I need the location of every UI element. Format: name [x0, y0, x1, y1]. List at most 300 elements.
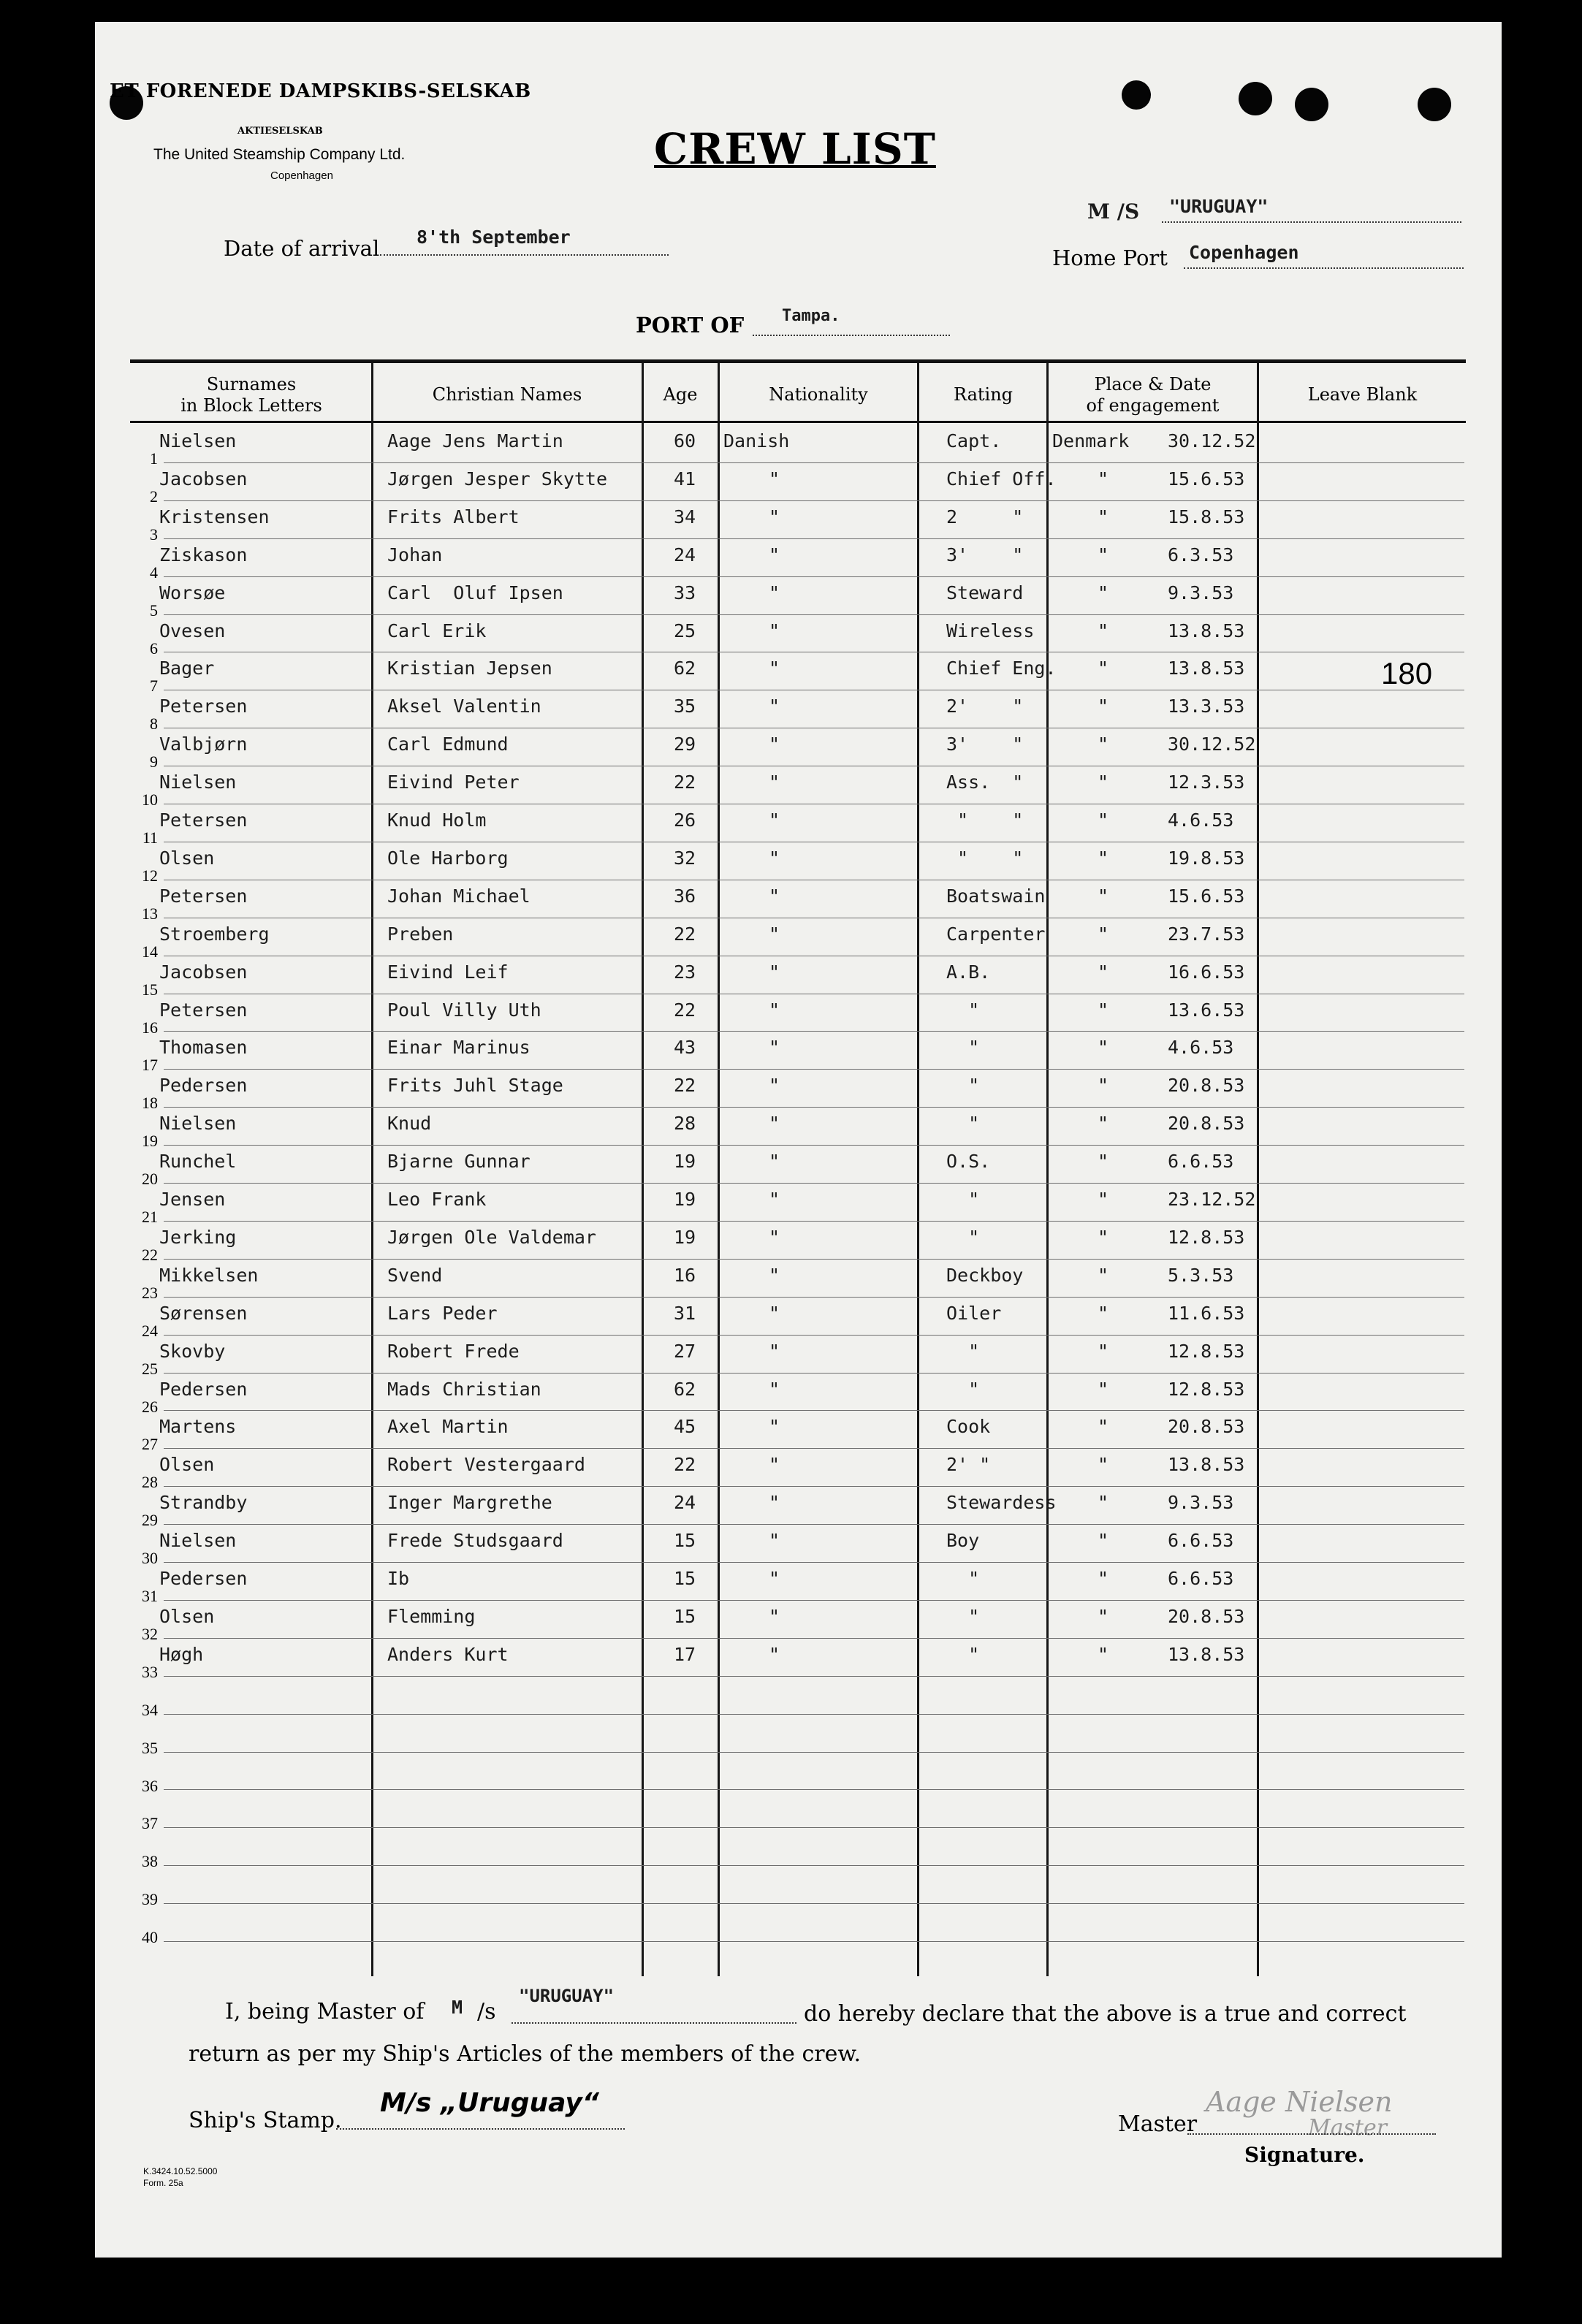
cell-christian: Johan — [387, 544, 443, 565]
cell-surname: Jensen — [159, 1189, 226, 1210]
row-number: 23 — [142, 1283, 158, 1302]
row-number: 28 — [142, 1473, 158, 1492]
cell-christian: Aksel Valentin — [387, 696, 541, 717]
cell-place: " — [1098, 658, 1109, 679]
cell-rating: 3' " — [946, 734, 1024, 755]
cell-surname: Nielsen — [159, 1113, 237, 1135]
cell-nat: " — [769, 506, 780, 527]
company-name: ET FORENEDE DAMPSKIBS-SELSKAB — [110, 80, 531, 102]
column-divider — [642, 363, 644, 1976]
port-of-label: PORT OF — [636, 313, 745, 338]
cell-rating: 2 " — [946, 506, 1024, 527]
cell-date: 30.12.52 — [1168, 734, 1256, 755]
cell-date: 19.8.53 — [1168, 847, 1245, 869]
cell-date: 20.8.53 — [1168, 1416, 1245, 1438]
cell-place: " — [1098, 1189, 1109, 1210]
cell-rating: " — [946, 1378, 980, 1400]
punch-hole — [1295, 88, 1328, 121]
cell-nat: " — [769, 734, 780, 755]
cell-nat: " — [769, 847, 780, 869]
cell-surname: Høgh — [159, 1643, 204, 1665]
cell-place: " — [1098, 1416, 1109, 1438]
cell-christian: Ib — [387, 1568, 410, 1589]
cell-christian: Robert Frede — [387, 1340, 520, 1362]
row-rule — [164, 1107, 1464, 1108]
cell-nat: " — [769, 1113, 780, 1135]
cell-date: 23.12.52 — [1168, 1189, 1256, 1210]
cell-christian: Einar Marinus — [387, 1037, 530, 1059]
cell-surname: Jerking — [159, 1226, 237, 1248]
cell-date: 15.8.53 — [1168, 506, 1245, 527]
header-leave: Leave Blank — [1307, 384, 1418, 405]
cell-nat: " — [769, 1302, 780, 1324]
cell-rating: " — [946, 1568, 980, 1589]
declaration-text: do hereby declare that the above is a true and correct — [804, 2001, 1407, 2027]
cell-rating: " — [946, 1075, 980, 1097]
cell-rating: Chief Eng. — [946, 658, 1057, 679]
cell-date: 13.8.53 — [1168, 658, 1245, 679]
cell-rating: " — [946, 1189, 980, 1210]
row-number: 1 — [150, 449, 158, 468]
cell-age: 35 — [674, 696, 696, 717]
cell-christian: Lars Peder — [387, 1302, 498, 1324]
declaration-start: I, being Master of — [225, 1999, 425, 2024]
cell-place: " — [1098, 1605, 1109, 1627]
cell-rating: " — [946, 999, 980, 1021]
ship-stamp: M/s „Uruguay“ — [380, 2088, 599, 2118]
row-rule — [164, 1297, 1464, 1298]
row-number: 29 — [142, 1511, 158, 1530]
cell-rating: A.B. — [946, 961, 991, 983]
cell-surname: Petersen — [159, 999, 248, 1021]
cell-age: 17 — [674, 1643, 696, 1665]
row-number: 40 — [142, 1928, 158, 1947]
row-number: 22 — [142, 1245, 158, 1264]
row-number: 14 — [142, 942, 158, 961]
row-rule — [164, 1941, 1464, 1942]
row-rule — [164, 576, 1464, 577]
header-place: Place & Date of engagement — [1086, 374, 1220, 416]
cell-age: 28 — [674, 1113, 696, 1135]
column-divider — [371, 363, 373, 1976]
cell-surname: Nielsen — [159, 1530, 237, 1552]
cell-christian: Eivind Leif — [387, 961, 509, 983]
cell-rating: Oiler — [946, 1302, 1002, 1324]
page-title: CREW LIST — [654, 124, 936, 174]
port-of: Tampa. — [782, 307, 840, 325]
row-rule — [164, 538, 1464, 539]
row-rule — [164, 1183, 1464, 1184]
cell-christian: Axel Martin — [387, 1416, 509, 1438]
cell-christian: Frits Albert — [387, 506, 520, 527]
cell-place: " — [1098, 772, 1109, 793]
cell-surname: Ovesen — [159, 620, 226, 641]
cell-date: 11.6.53 — [1168, 1302, 1245, 1324]
cell-surname: Nielsen — [159, 430, 237, 452]
cell-date: 9.3.53 — [1168, 1492, 1234, 1514]
cell-rating: 2' " — [946, 696, 1024, 717]
cell-place: " — [1098, 847, 1109, 869]
row-rule — [164, 1752, 1464, 1753]
cell-surname: Petersen — [159, 696, 248, 717]
cell-christian: Carl Edmund — [387, 734, 509, 755]
cell-rating: " — [946, 1605, 980, 1627]
row-number: 3 — [150, 525, 158, 544]
cell-nat: " — [769, 1189, 780, 1210]
cell-date: 4.6.53 — [1168, 1037, 1234, 1059]
cell-rating: " " — [946, 809, 1024, 831]
cell-surname: Thomasen — [159, 1037, 248, 1059]
cell-place: " — [1098, 1075, 1109, 1097]
cell-surname: Jacobsen — [159, 468, 248, 489]
cell-surname: Skovby — [159, 1340, 226, 1362]
cell-date: 12.8.53 — [1168, 1378, 1245, 1400]
cell-christian: Inger Margrethe — [387, 1492, 552, 1514]
cell-place: " — [1098, 1378, 1109, 1400]
row-number: 15 — [142, 980, 158, 999]
cell-christian: Frede Studsgaard — [387, 1530, 563, 1552]
cell-christian: Knud Holm — [387, 809, 487, 831]
punch-hole — [1122, 80, 1151, 110]
company-english-name: The United Steamship Company Ltd. — [153, 146, 406, 163]
cell-date: 13.8.53 — [1168, 620, 1245, 641]
cell-surname: Olsen — [159, 1454, 215, 1476]
cell-rating: " — [946, 1226, 980, 1248]
cell-nat: " — [769, 1416, 780, 1438]
header-nationality: Nationality — [769, 384, 868, 405]
cell-nat: " — [769, 1454, 780, 1476]
cell-surname: Pedersen — [159, 1075, 248, 1097]
cell-age: 22 — [674, 1454, 696, 1476]
cell-christian: Kristian Jepsen — [387, 658, 552, 679]
row-number: 5 — [150, 601, 158, 620]
cell-date: 13.3.53 — [1168, 696, 1245, 717]
row-rule — [164, 614, 1464, 615]
home-port: Copenhagen — [1189, 242, 1299, 263]
cell-surname: Martens — [159, 1416, 237, 1438]
row-number: 26 — [142, 1397, 158, 1416]
cell-christian: Jørgen Jesper Skytte — [387, 468, 608, 489]
cell-date: 6.6.53 — [1168, 1530, 1234, 1552]
ship-stamp-line — [336, 2128, 625, 2130]
cell-date: 12.8.53 — [1168, 1226, 1245, 1248]
cell-age: 27 — [674, 1340, 696, 1362]
cell-age: 22 — [674, 999, 696, 1021]
cell-surname: Pedersen — [159, 1568, 248, 1589]
cell-place: " — [1098, 1226, 1109, 1248]
cell-rating: Boatswain — [946, 885, 1046, 907]
cell-age: 15 — [674, 1605, 696, 1627]
row-number: 10 — [142, 790, 158, 809]
cell-age: 22 — [674, 772, 696, 793]
cell-surname: Ziskason — [159, 544, 248, 565]
cell-age: 22 — [674, 923, 696, 945]
cell-christian: Ole Harborg — [387, 847, 509, 869]
table-header-rule — [130, 421, 1466, 423]
cell-age: 19 — [674, 1189, 696, 1210]
row-number: 16 — [142, 1018, 158, 1037]
ship-stamp-label: Ship's Stamp. — [189, 2108, 342, 2133]
row-number: 6 — [150, 639, 158, 658]
row-number: 39 — [142, 1890, 158, 1909]
cell-place: " — [1098, 1037, 1109, 1059]
cell-place: " — [1098, 468, 1109, 489]
cell-rating: Ass. " — [946, 772, 1024, 793]
cell-date: 6.6.53 — [1168, 1568, 1234, 1589]
cell-rating: 3' " — [946, 544, 1024, 565]
row-number: 31 — [142, 1587, 158, 1605]
ship-name: "URUGUAY" — [1169, 196, 1269, 217]
date-of-arrival: 8'th September — [417, 226, 571, 248]
cell-date: 16.6.53 — [1168, 961, 1245, 983]
master-signature: Aage Nielsen — [1206, 2086, 1393, 2118]
cell-christian: Flemming — [387, 1605, 476, 1627]
row-rule — [164, 1486, 1464, 1487]
cell-christian: Poul Villy Uth — [387, 999, 541, 1021]
cell-place: " — [1098, 620, 1109, 641]
cell-nat: " — [769, 1151, 780, 1173]
row-rule — [164, 1524, 1464, 1525]
row-number: 7 — [150, 677, 158, 696]
cell-age: 45 — [674, 1416, 696, 1438]
row-number: 12 — [142, 866, 158, 885]
cell-age: 15 — [674, 1568, 696, 1589]
home-port-line — [1184, 267, 1464, 269]
cell-nat: " — [769, 696, 780, 717]
cell-date: 20.8.53 — [1168, 1605, 1245, 1627]
cell-rating: 2' " — [946, 1454, 991, 1476]
column-divider — [718, 363, 720, 1976]
declaration-ship-m: M — [452, 1997, 463, 2018]
cell-date: 6.3.53 — [1168, 544, 1234, 565]
row-rule — [164, 500, 1464, 501]
cell-nat: " — [769, 1643, 780, 1665]
cell-age: 33 — [674, 582, 696, 603]
row-rule — [164, 1069, 1464, 1070]
header-surnames: Surnames in Block Letters — [180, 374, 322, 416]
cell-age: 31 — [674, 1302, 696, 1324]
crew-list-form — [95, 22, 1502, 2258]
header-rating: Rating — [953, 384, 1014, 405]
header-christian: Christian Names — [432, 384, 582, 405]
cell-christian: Johan Michael — [387, 885, 530, 907]
row-rule — [164, 1714, 1464, 1715]
row-number: 13 — [142, 904, 158, 923]
cell-nat: " — [769, 1075, 780, 1097]
cell-nat: " — [769, 1037, 780, 1059]
row-number: 35 — [142, 1738, 158, 1757]
cell-place: " — [1098, 961, 1109, 983]
cell-place: " — [1098, 506, 1109, 527]
row-number: 24 — [142, 1321, 158, 1340]
cell-place: " — [1098, 1454, 1109, 1476]
cell-nat: " — [769, 885, 780, 907]
row-rule — [164, 1410, 1464, 1411]
cell-age: 19 — [674, 1226, 696, 1248]
cell-rating: Deckboy — [946, 1264, 1024, 1286]
cell-rating: Capt. — [946, 430, 1002, 452]
cell-surname: Stroemberg — [159, 923, 270, 945]
row-number: 2 — [150, 487, 158, 506]
home-port-label: Home Port — [1052, 245, 1168, 270]
master-line — [1187, 2133, 1436, 2135]
row-number: 4 — [150, 563, 158, 582]
cell-nat: " — [769, 658, 780, 679]
company-city: Copenhagen — [270, 169, 333, 182]
cell-age: 25 — [674, 620, 696, 641]
leave-blank-value: 180 — [1381, 656, 1433, 690]
cell-place: " — [1098, 734, 1109, 755]
form-code: K.3424.10.52.5000 — [143, 2166, 218, 2176]
cell-place: " — [1098, 1530, 1109, 1552]
form-number: Form. 25a — [143, 2178, 183, 2188]
cell-place: " — [1098, 885, 1109, 907]
cell-nat: " — [769, 1605, 780, 1627]
date-of-arrival-label: Date of arrival — [224, 236, 380, 261]
row-number: 27 — [142, 1435, 158, 1454]
cell-christian: Anders Kurt — [387, 1643, 509, 1665]
cell-rating: Wireless — [946, 620, 1035, 641]
cell-rating: Carpenter — [946, 923, 1046, 945]
row-rule — [164, 1865, 1464, 1866]
cell-date: 23.7.53 — [1168, 923, 1245, 945]
row-number: 36 — [142, 1776, 158, 1795]
row-number: 25 — [142, 1359, 158, 1378]
cell-nat: " — [769, 582, 780, 603]
cell-age: 60 — [674, 430, 696, 452]
cell-place: " — [1098, 1568, 1109, 1589]
cell-nat: " — [769, 999, 780, 1021]
row-number: 17 — [142, 1056, 158, 1075]
cell-age: 16 — [674, 1264, 696, 1286]
date-of-arrival-line — [380, 254, 669, 256]
row-number: 37 — [142, 1814, 158, 1833]
cell-place: " — [1098, 544, 1109, 565]
cell-nat: " — [769, 1530, 780, 1552]
cell-nat: " — [769, 923, 780, 945]
cell-age: 26 — [674, 809, 696, 831]
declaration-line2: return as per my Ship's Articles of the members of the crew. — [189, 2041, 862, 2067]
cell-place: " — [1098, 1340, 1109, 1362]
cell-nat: Danish — [723, 430, 790, 452]
cell-age: 19 — [674, 1151, 696, 1173]
declaration-ship-line — [512, 2022, 796, 2024]
cell-rating: Cook — [946, 1416, 991, 1438]
cell-christian: Aage Jens Martin — [387, 430, 563, 452]
cell-surname: Pedersen — [159, 1378, 248, 1400]
port-of-line — [753, 335, 950, 336]
cell-date: 13.8.53 — [1168, 1643, 1245, 1665]
cell-christian: Svend — [387, 1264, 443, 1286]
row-number: 8 — [150, 715, 158, 734]
cell-christian: Mads Christian — [387, 1378, 541, 1400]
row-rule — [164, 1827, 1464, 1828]
master-label: Master — [1118, 2111, 1198, 2137]
cell-age: 24 — [674, 1492, 696, 1514]
row-number: 38 — [142, 1852, 158, 1871]
cell-age: 62 — [674, 1378, 696, 1400]
row-rule — [164, 1335, 1464, 1336]
cell-date: 20.8.53 — [1168, 1075, 1245, 1097]
cell-rating: Boy — [946, 1530, 980, 1552]
cell-surname: Petersen — [159, 885, 248, 907]
declaration-ship-name: "URUGUAY" — [519, 1986, 615, 2006]
declaration-ship-s: /s — [477, 1999, 496, 2024]
cell-place: " — [1098, 1113, 1109, 1135]
master-signature-title: Master — [1308, 2115, 1388, 2141]
row-rule — [164, 1448, 1464, 1449]
cell-christian: Knud — [387, 1113, 432, 1135]
cell-place: " — [1098, 999, 1109, 1021]
cell-age: 24 — [674, 544, 696, 565]
cell-place: " — [1098, 1302, 1109, 1324]
row-rule — [164, 1562, 1464, 1563]
column-divider — [1046, 363, 1049, 1976]
cell-rating: " — [946, 1037, 980, 1059]
cell-nat: " — [769, 1264, 780, 1286]
cell-place: " — [1098, 809, 1109, 831]
cell-age: 43 — [674, 1037, 696, 1059]
cell-nat: " — [769, 620, 780, 641]
cell-surname: Mikkelsen — [159, 1264, 259, 1286]
cell-christian: Bjarne Gunnar — [387, 1151, 530, 1173]
cell-surname: Strandby — [159, 1492, 248, 1514]
row-rule — [164, 1031, 1464, 1032]
cell-nat: " — [769, 1340, 780, 1362]
cell-rating: O.S. — [946, 1151, 991, 1173]
cell-surname: Nielsen — [159, 772, 237, 793]
row-number: 30 — [142, 1549, 158, 1568]
cell-age: 23 — [674, 961, 696, 983]
cell-place: " — [1098, 1492, 1109, 1514]
row-rule — [164, 462, 1464, 463]
column-divider — [1257, 363, 1259, 1976]
cell-age: 34 — [674, 506, 696, 527]
row-number: 18 — [142, 1094, 158, 1113]
cell-nat: " — [769, 1492, 780, 1514]
cell-surname: Bager — [159, 658, 215, 679]
cell-rating: Stewardess — [946, 1492, 1057, 1514]
cell-place: " — [1098, 582, 1109, 603]
company-type: AKTIESELSKAB — [237, 126, 323, 137]
cell-surname: Petersen — [159, 809, 248, 831]
row-number: 11 — [142, 828, 158, 847]
cell-rating: " " — [946, 847, 1024, 869]
cell-christian: Jørgen Ole Valdemar — [387, 1226, 596, 1248]
cell-nat: " — [769, 544, 780, 565]
cell-place: " — [1098, 1643, 1109, 1665]
cell-date: 15.6.53 — [1168, 468, 1245, 489]
cell-date: 6.6.53 — [1168, 1151, 1234, 1173]
cell-surname: Olsen — [159, 847, 215, 869]
row-rule — [164, 1221, 1464, 1222]
cell-nat: " — [769, 1226, 780, 1248]
cell-age: 29 — [674, 734, 696, 755]
cell-rating: Steward — [946, 582, 1024, 603]
cell-rating: " — [946, 1113, 980, 1135]
cell-date: 12.3.53 — [1168, 772, 1245, 793]
cell-surname: Sørensen — [159, 1302, 248, 1324]
row-rule — [164, 1259, 1464, 1260]
cell-date: 13.6.53 — [1168, 999, 1245, 1021]
cell-age: 41 — [674, 468, 696, 489]
cell-surname: Runchel — [159, 1151, 237, 1173]
row-rule — [164, 1145, 1464, 1146]
cell-place: " — [1098, 923, 1109, 945]
row-number: 32 — [142, 1624, 158, 1643]
cell-rating: " — [946, 1643, 980, 1665]
cell-age: 32 — [674, 847, 696, 869]
